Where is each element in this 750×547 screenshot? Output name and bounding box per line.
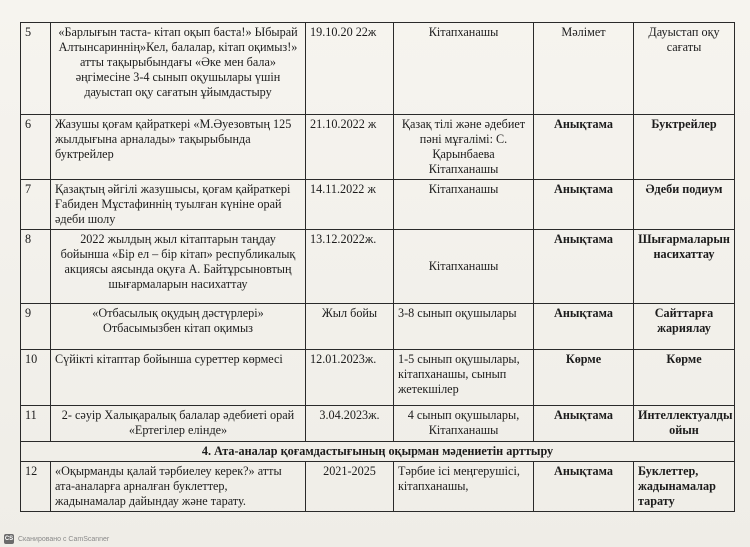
event-responsible: Кітапханашы	[394, 23, 534, 115]
event-form: Әдеби подиум	[634, 180, 735, 230]
row-number: 12	[21, 462, 51, 512]
event-type: Анықтама	[534, 462, 634, 512]
event-type: Көрме	[534, 350, 634, 406]
row-number: 5	[21, 23, 51, 115]
event-form: Дауыстап оқу сағаты	[634, 23, 735, 115]
event-topic: 2- сәуір Халықаралық балалар әдебиеті орай «Ертегілер елінде»	[51, 406, 306, 442]
event-form: Сайттарға жариялау	[634, 304, 735, 350]
event-date: 3.04.2023ж.	[306, 406, 394, 442]
row-number: 8	[21, 230, 51, 304]
table-row	[21, 23, 735, 115]
plan-table	[20, 22, 735, 512]
event-type: Анықтама	[534, 230, 634, 304]
event-topic: Сүйікті кітаптар бойынша суреттер көрмесі	[51, 350, 306, 406]
table-row	[21, 115, 735, 180]
event-date: 19.10.20 22ж	[306, 23, 394, 115]
row-number: 9	[21, 304, 51, 350]
event-responsible: 3-8 сынып оқушылары	[394, 304, 534, 350]
event-topic: «Барлығын таста- кітап оқып баста!» Ыбырай Алтынсариннің»Кел, балалар, кітап оқимыз!» атты тақырыбындағы «Әке мен бала» әңгімесіне 3-4 сынып оқушылары үшін дауыстап оқу сағатын ұйымдастыру	[51, 23, 306, 115]
event-form: Буктрейлер	[634, 115, 735, 180]
event-date: Жыл бойы	[306, 304, 394, 350]
event-topic: Қазақтың әйгілі жазушысы, қоғам қайраткері Ғабиден Мұстафиннің туылған күніне орай әдеби шолу	[51, 180, 306, 230]
event-form: Буклеттер, жадынамалар тарату	[634, 462, 735, 512]
event-date: 14.11.2022 ж	[306, 180, 394, 230]
event-type: Анықтама	[534, 406, 634, 442]
table-row	[21, 180, 735, 230]
event-type: Мәлімет	[534, 23, 634, 115]
event-form: Көрме	[634, 350, 735, 406]
event-topic: Жазушы қоғам қайраткері «М.Әуезовтың 125 жылдығына арналады» тақырыбында буктрейлер	[51, 115, 306, 180]
event-topic: 2022 жылдың жыл кітаптарын таңдау бойынша «Бір ел – бір кітап» республикалық акциясы аясында оқуға А. Байтұрсыновтың шығармаларын насихаттау	[51, 230, 306, 304]
section-header-row	[21, 442, 735, 462]
table-row	[21, 350, 735, 406]
event-form: Шығармаларын насихаттау	[634, 230, 735, 304]
event-type: Анықтама	[534, 304, 634, 350]
row-number: 6	[21, 115, 51, 180]
event-date: 12.01.2023ж.	[306, 350, 394, 406]
event-type: Анықтама	[534, 115, 634, 180]
event-responsible: Кітапханашы	[394, 180, 534, 230]
watermark-text: Сканировано с CamScanner	[18, 535, 110, 543]
section-title: 4. Ата-аналар қоғамдастығының оқырман мәдениетін арттыру	[21, 442, 735, 462]
event-topic: «Оқырманды қалай тәрбиелеу керек?» атты ата-аналарға арналған буклеттер, жадынамалар дайындау және тарату.	[51, 462, 306, 512]
table-row	[21, 304, 735, 350]
table-row	[21, 462, 735, 512]
event-form: Интеллектуалды ойын	[634, 406, 735, 442]
table-row	[21, 230, 735, 304]
camscanner-watermark	[4, 534, 109, 544]
camscanner-logo-icon: CS	[4, 536, 14, 542]
event-type: Анықтама	[534, 180, 634, 230]
table-row	[21, 406, 735, 442]
event-responsible: 4 сынып оқушылары, Кітапханашы	[394, 406, 534, 442]
event-responsible: Кітапханашы	[394, 230, 534, 304]
event-date: 2021-2025	[306, 462, 394, 512]
row-number: 10	[21, 350, 51, 406]
row-number: 7	[21, 180, 51, 230]
event-date: 13.12.2022ж.	[306, 230, 394, 304]
event-responsible: Қазақ тілі және әдебиет пәні мұғалімі: С. Қарынбаева Кітапханашы	[394, 115, 534, 180]
event-responsible: Тәрбие ісі меңгерушісі, кітапханашы,	[394, 462, 534, 512]
event-date: 21.10.2022 ж	[306, 115, 394, 180]
row-number: 11	[21, 406, 51, 442]
event-topic: «Отбасылық оқудың дәстүрлері» Отбасымызбен кітап оқимыз	[51, 304, 306, 350]
event-responsible: 1-5 сынып оқушылары, кітапханашы, сынып жетекшілер	[394, 350, 534, 406]
